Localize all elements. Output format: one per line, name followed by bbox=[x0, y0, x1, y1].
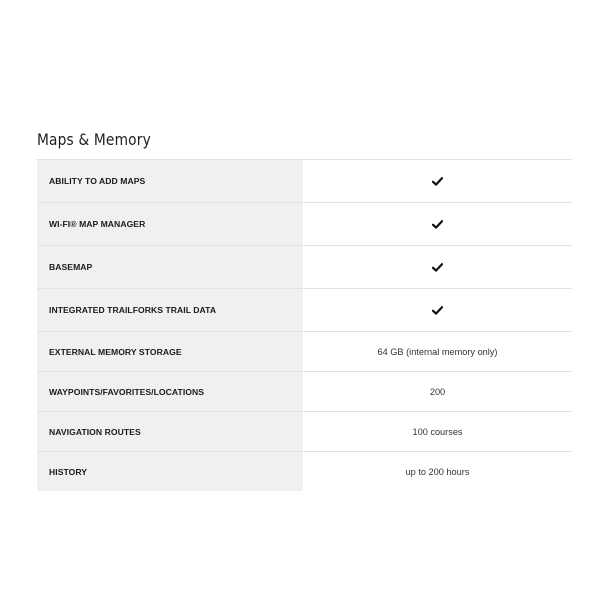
spec-value: 200 bbox=[303, 372, 572, 412]
spec-label: NAVIGATION ROUTES bbox=[37, 412, 303, 452]
table-row bbox=[37, 332, 572, 372]
table-row bbox=[37, 452, 572, 492]
maps-memory-section bbox=[37, 130, 570, 491]
check-icon bbox=[432, 220, 443, 229]
spec-label: EXTERNAL MEMORY STORAGE bbox=[37, 332, 303, 372]
spec-label: WAYPOINTS/FAVORITES/LOCATIONS bbox=[37, 372, 303, 412]
check-icon bbox=[432, 263, 443, 272]
table-row bbox=[37, 372, 572, 412]
table-row bbox=[37, 289, 572, 332]
spec-value: up to 200 hours bbox=[303, 452, 572, 492]
spec-label: WI-FI® MAP MANAGER bbox=[37, 203, 303, 246]
table-row bbox=[37, 246, 572, 289]
spec-value bbox=[303, 246, 572, 289]
table-row bbox=[37, 412, 572, 452]
spec-label: BASEMAP bbox=[37, 246, 303, 289]
spec-table bbox=[37, 159, 572, 491]
table-row bbox=[37, 160, 572, 203]
spec-value bbox=[303, 203, 572, 246]
spec-label: INTEGRATED TRAILFORKS TRAIL DATA bbox=[37, 289, 303, 332]
spec-value bbox=[303, 160, 572, 203]
spec-value bbox=[303, 289, 572, 332]
spec-value: 64 GB (internal memory only) bbox=[303, 332, 572, 372]
section-title: Maps & Memory bbox=[37, 130, 151, 149]
check-icon bbox=[432, 177, 443, 186]
spec-label: ABILITY TO ADD MAPS bbox=[37, 160, 303, 203]
spec-label: HISTORY bbox=[37, 452, 303, 492]
table-row bbox=[37, 203, 572, 246]
check-icon bbox=[432, 306, 443, 315]
spec-value: 100 courses bbox=[303, 412, 572, 452]
